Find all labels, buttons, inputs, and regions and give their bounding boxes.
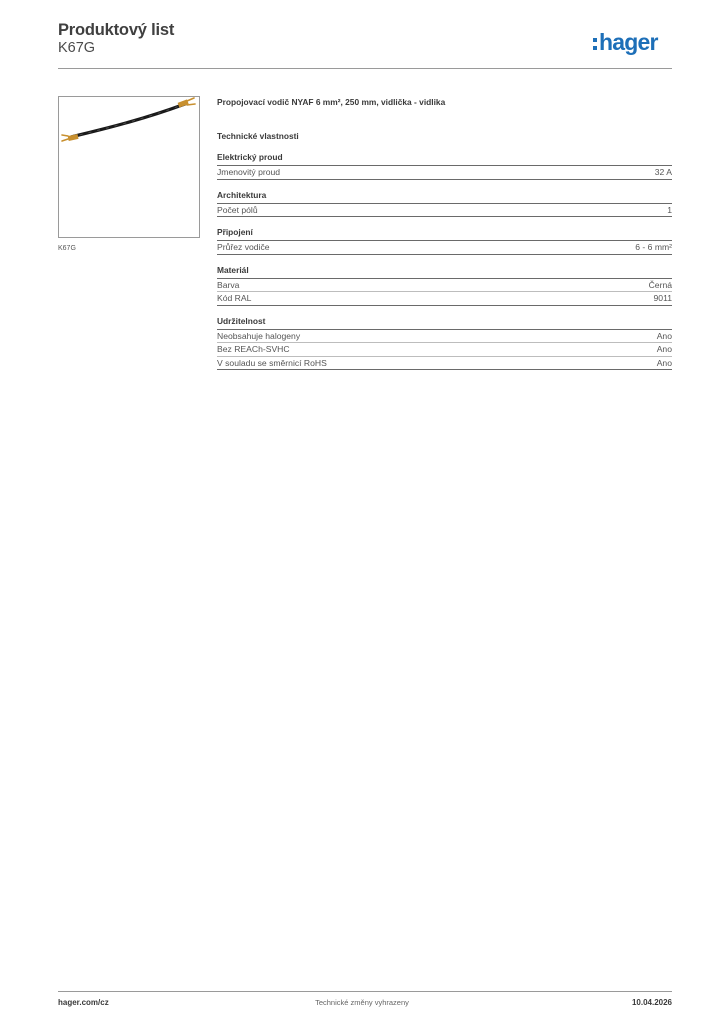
group-title: Materiál (217, 265, 672, 279)
cable-jumper-icon (59, 97, 199, 237)
spec-group-electric (217, 152, 672, 180)
logo-mark-icon (593, 38, 597, 50)
group-title: Elektrický proud (217, 152, 672, 166)
group-title: Udržitelnost (217, 316, 672, 330)
spec-value: 32 A (654, 167, 672, 177)
spec-value: 9011 (653, 293, 672, 303)
logo-text: hager (599, 28, 658, 55)
spec-label: Bez REACh-SVHC (217, 344, 290, 354)
tech-heading: Technické vlastnosti (217, 131, 299, 141)
spec-label: Počet pólů (217, 204, 258, 215)
spec-row (217, 279, 672, 293)
footer-website-link[interactable]: hager.com/cz (58, 998, 109, 1007)
spec-row (217, 166, 672, 180)
product-code: K67G (58, 40, 96, 56)
spec-label: Barva (217, 279, 240, 290)
image-caption: K67G (58, 245, 76, 252)
spec-label: V souladu se směrnicí RoHS (217, 357, 327, 368)
hager-logo (593, 27, 658, 57)
spec-row (217, 241, 672, 255)
spec-value: Černá (648, 279, 672, 290)
group-title: Architektura (217, 190, 672, 204)
spec-row (217, 330, 672, 344)
spec-row (217, 292, 672, 306)
spec-row (217, 343, 672, 357)
spec-label: Průřez vodiče (217, 242, 270, 252)
spec-value: 1 (667, 204, 672, 215)
product-description: Propojovací vodič NYAF 6 mm², 250 mm, vidlička - vidlika (217, 97, 446, 107)
spec-row (217, 204, 672, 218)
spec-value: Ano (656, 330, 672, 341)
spec-label: Kód RAL (217, 293, 252, 303)
spec-group-connection (217, 227, 672, 255)
product-image (58, 96, 200, 238)
header-divider (58, 68, 672, 69)
group-title: Připojení (217, 227, 672, 241)
footer-notice: Technické změny vyhrazeny (315, 998, 409, 1007)
spec-value: Ano (656, 344, 672, 354)
spec-value: Ano (656, 357, 672, 368)
product-details (217, 97, 672, 370)
spec-value: 6 - 6 mm² (635, 242, 672, 252)
spec-group-material (217, 265, 672, 306)
spec-row (217, 357, 672, 371)
spec-group-sustainability (217, 316, 672, 371)
spec-group-architecture (217, 190, 672, 218)
spec-label: Neobsahuje halogeny (217, 330, 301, 341)
page-title: Produktový list (58, 21, 175, 39)
footer-divider (58, 991, 672, 992)
footer-date: 10.04.2026 (631, 998, 672, 1007)
spec-label: Jmenovitý proud (217, 167, 281, 177)
